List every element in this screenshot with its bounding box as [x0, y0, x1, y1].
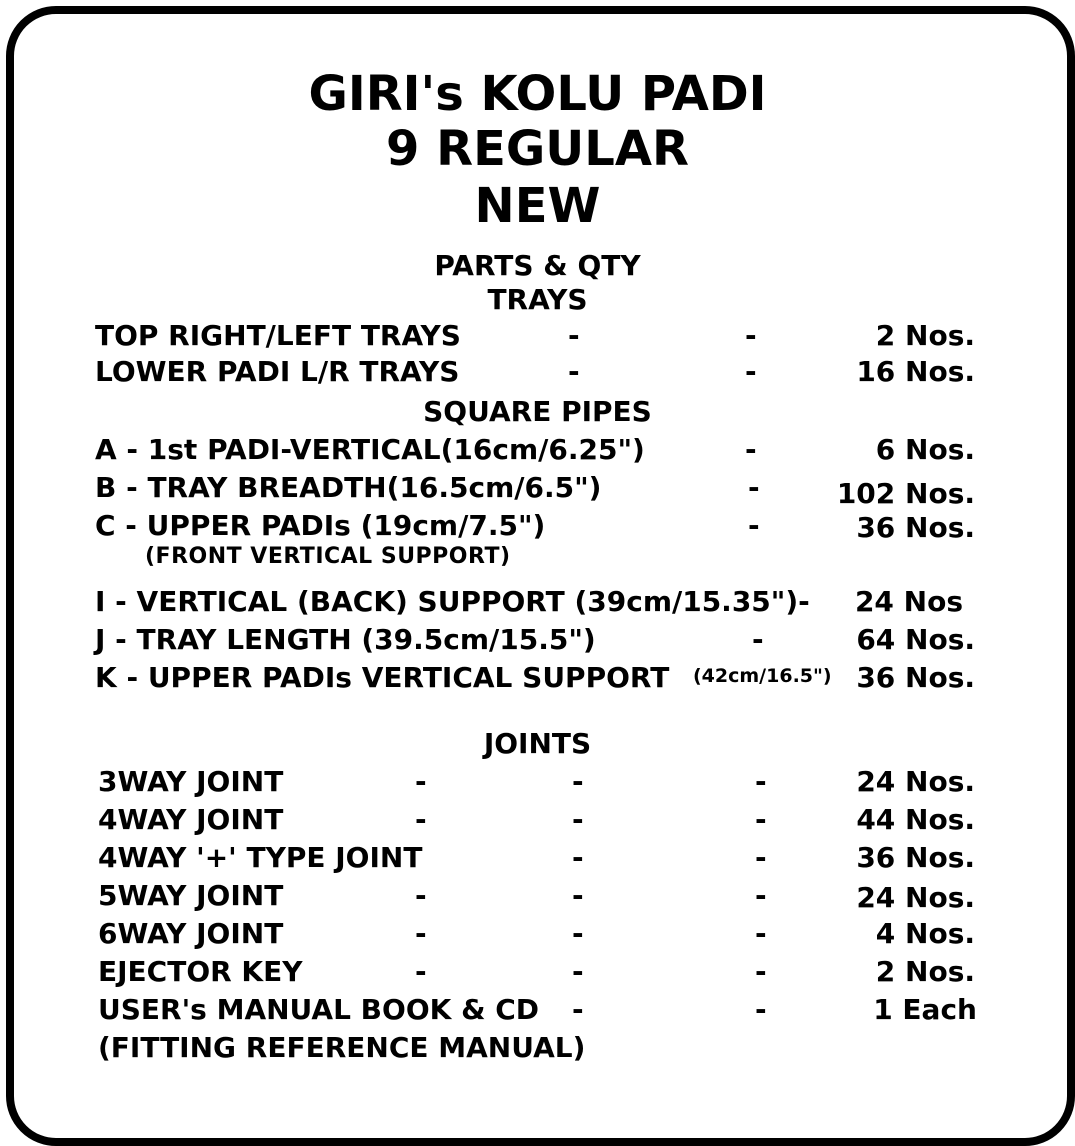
separator-dash: -	[755, 841, 767, 874]
joint-qty: 24 Nos.	[856, 881, 975, 914]
separator-dash: -	[415, 917, 427, 950]
separator-dash: -	[748, 509, 760, 542]
separator-dash: -	[572, 993, 584, 1026]
joint-qty: 24 Nos.	[856, 765, 975, 798]
separator-dash: -	[415, 765, 427, 798]
separator-dash: -	[415, 879, 427, 912]
joint-label: 4WAY JOINT	[98, 803, 284, 836]
pipe-label: J - TRAY LENGTH (39.5cm/15.5")	[95, 623, 596, 656]
separator-dash: -	[572, 803, 584, 836]
pipe-size: (42cm/16.5")	[693, 665, 832, 687]
separator-dash: -	[572, 917, 584, 950]
pipe-label: I - VERTICAL (BACK) SUPPORT (39cm/15.35")-	[95, 585, 810, 618]
separator-dash: -	[745, 319, 757, 352]
separator-dash: -	[745, 433, 757, 466]
separator-dash: -	[755, 803, 767, 836]
pipe-qty: 64 Nos.	[856, 623, 975, 656]
tray-qty: 2 Nos.	[875, 319, 975, 352]
tray-qty: 16 Nos.	[856, 355, 975, 388]
separator-dash: -	[745, 355, 757, 388]
separator-dash: -	[755, 879, 767, 912]
separator-dash: -	[572, 879, 584, 912]
joint-qty: 44 Nos.	[856, 803, 975, 836]
joint-label: USER's MANUAL BOOK & CD	[98, 993, 540, 1026]
joint-label: EJECTOR KEY	[98, 955, 303, 988]
pipe-qty: 6 Nos.	[875, 433, 975, 466]
joint-label: 3WAY JOINT	[98, 765, 284, 798]
separator-dash: -	[415, 955, 427, 988]
title-line-2: 9 REGULAR	[386, 121, 689, 177]
separator-dash: -	[755, 765, 767, 798]
pipes-heading: SQUARE PIPES	[423, 395, 652, 428]
separator-dash: -	[572, 841, 584, 874]
tray-label: LOWER PADI L/R TRAYS	[95, 355, 460, 388]
joint-label: 5WAY JOINT	[98, 879, 284, 912]
trays-heading: TRAYS	[487, 283, 588, 316]
joint-qty: 36 Nos.	[856, 841, 975, 874]
parts-heading: PARTS & QTY	[434, 249, 641, 282]
separator-dash: -	[752, 623, 764, 656]
joint-qty: 2 Nos.	[875, 955, 975, 988]
title-line-3: NEW	[474, 178, 601, 234]
separator-dash: -	[415, 803, 427, 836]
separator-dash: -	[568, 319, 580, 352]
joint-label: 6WAY JOINT	[98, 917, 284, 950]
pipe-label: K - UPPER PADIs VERTICAL SUPPORT	[95, 661, 670, 694]
separator-dash: -	[572, 955, 584, 988]
separator-dash: -	[755, 993, 767, 1026]
pipe-label: C - UPPER PADIs (19cm/7.5")	[95, 509, 546, 542]
tray-label: TOP RIGHT/LEFT TRAYS	[95, 319, 461, 352]
joint-qty: 4 Nos.	[875, 917, 975, 950]
pipe-note: (FRONT VERTICAL SUPPORT)	[145, 544, 511, 569]
pipe-label: B - TRAY BREADTH(16.5cm/6.5")	[95, 471, 602, 504]
footer-note: (FITTING REFERENCE MANUAL)	[98, 1031, 586, 1064]
separator-dash: -	[568, 355, 580, 388]
joint-qty: 1 Each	[873, 993, 977, 1026]
pipe-qty: 36 Nos.	[856, 661, 975, 694]
separator-dash: -	[748, 471, 760, 504]
separator-dash: -	[755, 917, 767, 950]
pipe-qty: 24 Nos	[854, 585, 963, 618]
separator-dash: -	[755, 955, 767, 988]
pipe-label: A - 1st PADI-VERTICAL(16cm/6.25")	[95, 433, 645, 466]
pipe-qty: 36 Nos.	[856, 511, 975, 544]
separator-dash: -	[572, 765, 584, 798]
pipe-qty: 102 Nos.	[836, 477, 975, 510]
joints-heading: JOINTS	[483, 727, 592, 760]
title-line-1: GIRI's KOLU PADI	[308, 66, 767, 122]
joint-label: 4WAY '+' TYPE JOINT	[98, 841, 423, 874]
